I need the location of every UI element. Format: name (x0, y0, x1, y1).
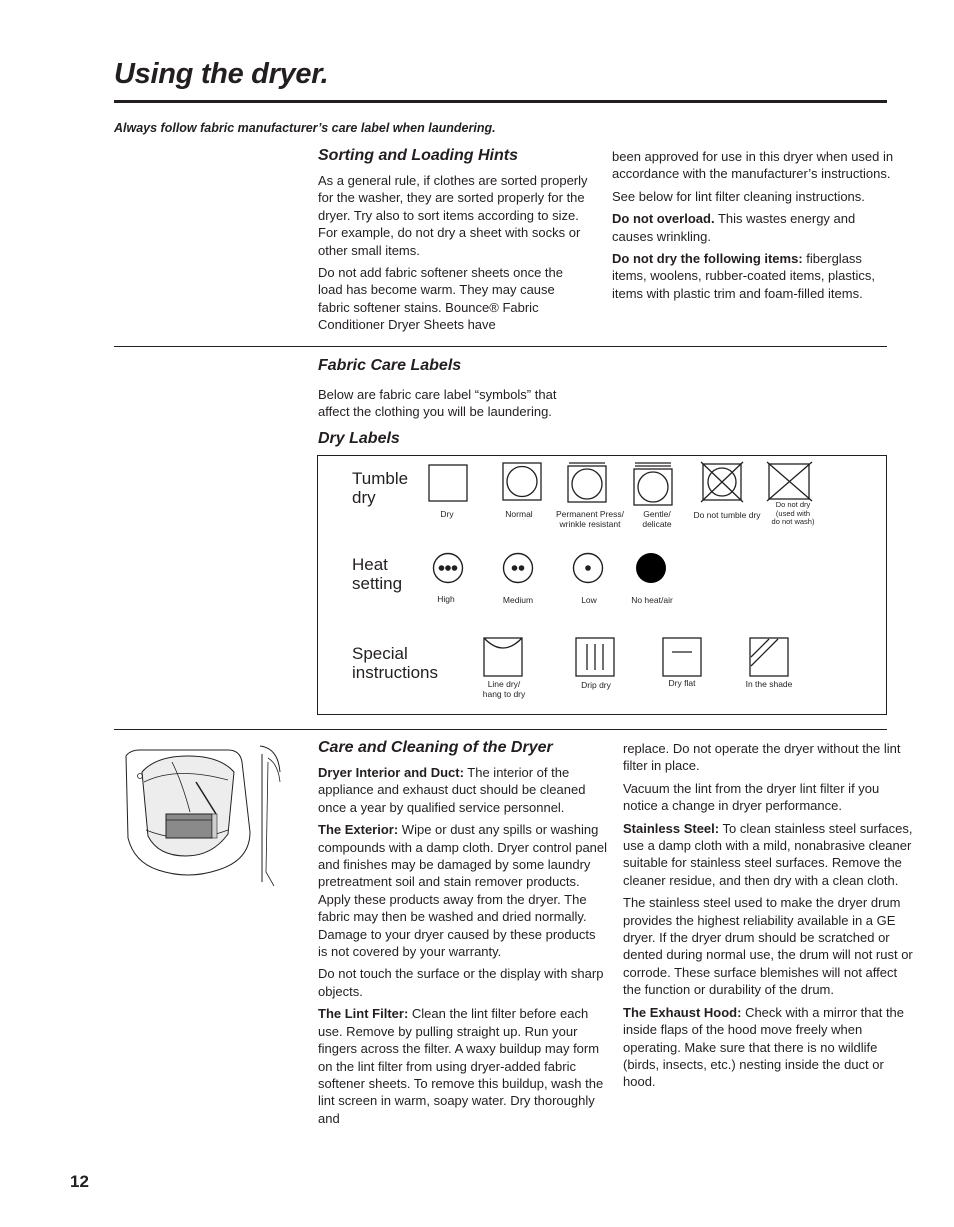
caption-drip-dry: Drip dry (581, 680, 611, 690)
care-paragraph: replace. Do not operate the dryer without the lint filter in place. (623, 741, 901, 774)
care-label-note: Always follow fabric manufacturer’s care label when laundering. (114, 121, 496, 135)
caption-line: Gentle/ (643, 509, 671, 519)
caption-permanent-press (556, 510, 624, 529)
caption-medium: Medium (502, 595, 534, 605)
paragraph-text: Clean the lint filter before each use. Remove by pulling straight up. Run your fingers across the filter. A waxy buildup may form on the lint filter from using dryer-added fabric softener sheets. To remove this buildup, wash the lint screen in warm, soapy water. Dry thoroughly and (318, 1006, 604, 1126)
paragraph-text: fiberglass items, woolens, rubber-coated items, plastics, items with plastic trim and foam-filled items. (612, 251, 875, 301)
dry-labels-box (317, 455, 887, 715)
caption-do-not-dry (772, 501, 815, 527)
bold-lead: The Exhaust Hood: (623, 1004, 742, 1020)
dry-labels-heading: Dry Labels (318, 430, 400, 447)
tumble-gentle-symbol (633, 461, 675, 509)
caption-dry-flat: Dry flat (668, 678, 696, 688)
care-paragraph: Vacuum the lint from the dryer lint filter if you notice a change in dryer performance. (623, 780, 880, 814)
fabric-care-heading: Fabric Care Labels (318, 357, 462, 374)
label-line: Special (352, 644, 408, 663)
dry-flat-symbol (662, 637, 704, 679)
bold-lead: Do not overload. (612, 211, 715, 227)
tumble-dry-label (352, 469, 408, 507)
bold-lead: The Exterior: (318, 822, 399, 838)
do-not-tumble-dry-symbol (700, 461, 744, 503)
bold-lead: Do not dry the following items: (612, 251, 803, 267)
title-rule (114, 100, 887, 103)
label-line: Heat (352, 555, 388, 574)
sorting-paragraph (612, 210, 894, 245)
sorting-paragraph (612, 250, 894, 302)
label-line: instructions (352, 663, 438, 682)
no-heat-symbol (635, 552, 667, 584)
paragraph-text: This wastes energy and causes wrinkling. (612, 211, 856, 244)
care-heading: Care and Cleaning of the Dryer (318, 739, 553, 756)
heat-setting-label (352, 555, 402, 593)
paragraph-text: Check with a mirror that the inside flaps of the hood move freely when operating. Make sure that there is no wildlife (birds, insects, etc.) nesting inside the duct or hood. (623, 1004, 905, 1090)
label-line: dry (352, 488, 376, 507)
line-dry-symbol (483, 636, 525, 678)
bold-lead: Dryer Interior and Duct: (318, 765, 464, 780)
do-not-dry-symbol (766, 461, 814, 503)
care-paragraph (318, 821, 608, 960)
sorting-paragraph: been approved for use in this dryer when used in accordance with the manufacturer’s instructions. (612, 149, 894, 182)
heat-medium-symbol (502, 552, 534, 584)
label-line: setting (352, 574, 403, 593)
special-instructions-label (352, 644, 438, 682)
caption-gentle (642, 510, 671, 529)
bold-lead: The Lint Filter: (318, 1006, 409, 1022)
caption-line: wrinkle resistant (559, 518, 621, 529)
caption-do-not-tumble-dry: Do not tumble dry (693, 510, 761, 520)
care-column-left (318, 764, 608, 1132)
tumble-permanent-press-symbol (567, 461, 609, 505)
section-divider (114, 729, 887, 730)
caption-line: (used with (775, 508, 811, 518)
sorting-paragraph: Do not add fabric softener sheets once the load has become warm. They may cause fabric softener stains. Bounce® Fabric Conditioner Dryer Sheets have (318, 265, 563, 333)
caption-line: do not wash) (771, 517, 815, 526)
care-paragraph: The stainless steel used to make the dryer drum provides the highest reliability available in a GE dryer. If the dryer drum should be scratched or dented during normal use, the drum will not rust or corrode. These surface blemishes will not affect the function or durability of the drum. (623, 895, 913, 998)
section-divider (114, 346, 887, 347)
dryer-lint-filter-illustration (116, 742, 282, 888)
page-number: 12 (70, 1172, 89, 1191)
tumble-dry-symbol (428, 464, 470, 504)
caption-line: Do not dry (775, 500, 811, 509)
care-column-right (623, 740, 913, 1096)
sorting-column-left (318, 172, 590, 339)
caption-line: Permanent Press/ (555, 509, 625, 519)
paragraph-text: The interior of the appliance and exhaust duct should be cleaned once a year by qualified service personnel. (318, 765, 586, 815)
bold-lead: Stainless Steel: (623, 820, 720, 836)
caption-dry: Dry (440, 509, 454, 519)
page-title: Using the dryer. (114, 58, 329, 90)
heat-high-symbol (432, 552, 464, 584)
sorting-paragraph: See below for lint filter cleaning instructions. (612, 188, 865, 204)
caption-line: delicate (642, 518, 672, 529)
sorting-paragraph: As a general rule, if clothes are sorted properly for the washer, they are sorted properly for the dryer. Try also to sort items according to size. For example, do not dry a sheet with socks or other small items. (318, 173, 588, 258)
drip-dry-symbol (575, 637, 617, 679)
fabric-care-intro (318, 386, 590, 426)
care-paragraph (623, 1004, 913, 1091)
care-paragraph (623, 820, 913, 890)
caption-normal: Normal (505, 509, 533, 519)
caption-no-heat: No heat/air (631, 595, 673, 605)
paragraph-text: To clean stainless steel surfaces, use a damp cloth with a mild, nonabrasive cleaner suitable for stainless steel surfaces. Remove the cleaner residue, and then dry with a clean cloth. (623, 820, 913, 888)
care-paragraph: Do not touch the surface or the display with sharp objects. (318, 966, 604, 999)
intro-paragraph: Below are fabric care label “symbols” that affect the clothing you will be laundering. (318, 387, 557, 420)
care-paragraph (318, 1005, 608, 1127)
sorting-column-right (612, 148, 894, 307)
care-paragraph (318, 764, 608, 816)
caption-high: High (437, 594, 455, 604)
caption-line: Line dry/ (487, 679, 521, 689)
caption-line: hang to dry (482, 688, 526, 699)
caption-low: Low (581, 595, 597, 605)
in-the-shade-symbol (749, 637, 791, 679)
sorting-heading: Sorting and Loading Hints (318, 147, 518, 164)
heat-low-symbol (572, 552, 604, 584)
label-line: Tumble (352, 469, 409, 488)
caption-in-the-shade: In the shade (745, 679, 793, 689)
caption-line-dry (483, 680, 526, 699)
tumble-normal-symbol (502, 462, 544, 502)
paragraph-text: Wipe or dust any spills or washing compounds with a damp cloth. Dryer control panel and finishes may be damaged by some laundry pretreatment soil and stain remover products. Apply these products away from the dryer. The fabric may then be washed and dried normally. Damage to your dryer caused by these products is not covered by your warranty. (318, 822, 608, 960)
